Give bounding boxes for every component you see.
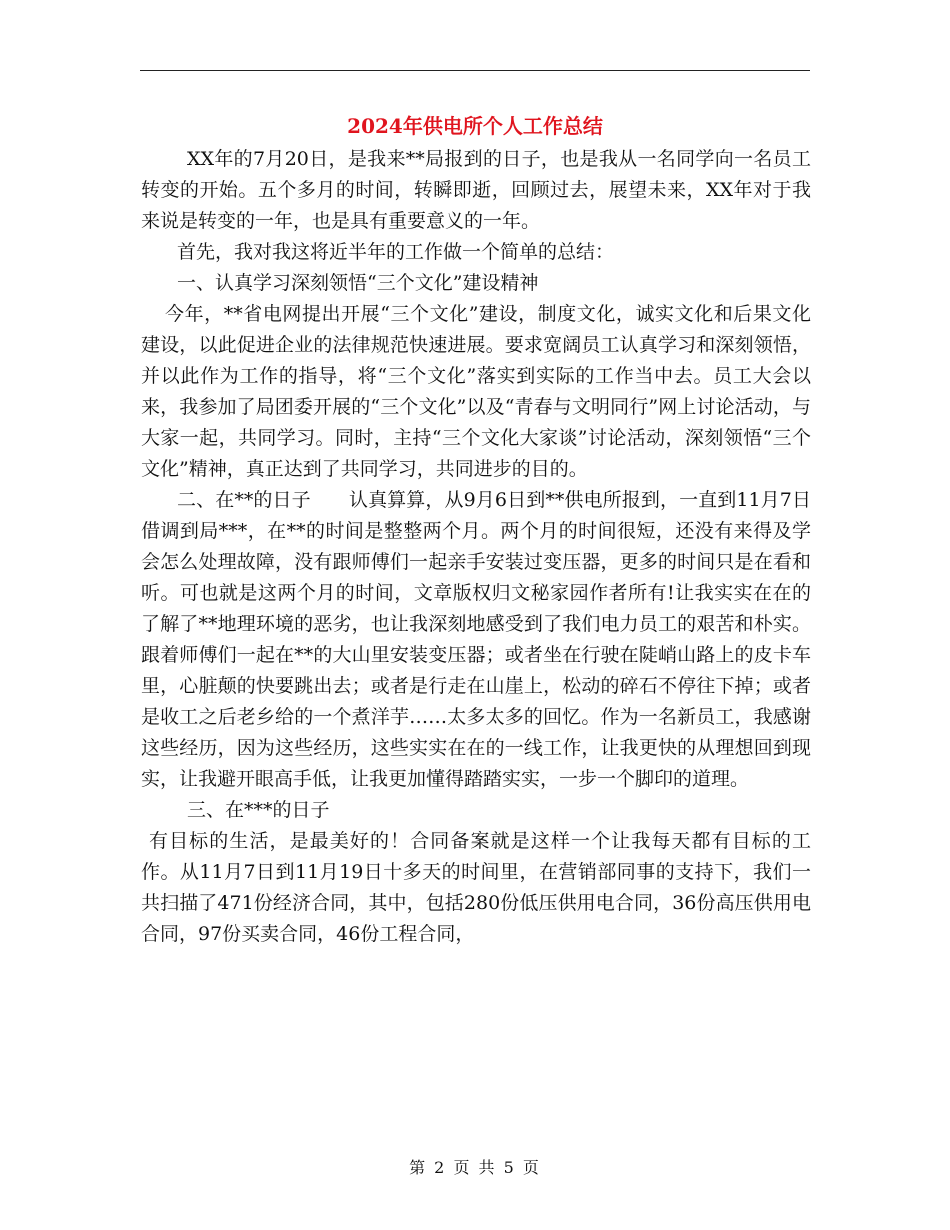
header-rule (140, 70, 810, 71)
document-body (141, 144, 811, 950)
document-title: 2024年供电所个人工作总结 (347, 114, 603, 138)
paragraph-summary-lead: 首先，我对我这将近半年的工作做一个简单的总结： (177, 241, 615, 263)
section-heading-2: 二、在**的日子 认真算算，从9月6日到**供电所报到，一直到11月7日借调到局***，在**的时间是整整两个月。两个月的时间很短，还没有来得及学会怎么处理故障，没有跟师傅们一起亲手安装过变压器，更多的时间只是在看和听。可也就是这两个月的时间，文章版权归文秘家园作者所有!让我实实在在的了解了**地理环境的恶劣，也让我深刻地感受到了我们电力员工的艰苦和朴实。跟着师傅们一起在**的大山里安装变压器；或者坐在行驶在陡峭山路上的皮卡车里，心脏颠的快要跳出去；或者是行走在山崖上，松动的碎石不停往下掉；或者是收工之后老乡给的一个煮洋芋……太多太多的回忆。作为一名新员工，我感谢这些经历，因为这些经历，这些实实在在的一线工作，让我更快的从理想回到现实，让我避开眼高手低，让我更加懂得踏踏实实，一步一个脚印的道理。 (141, 489, 811, 790)
paragraph-intro: XX年的7月20日，是我来**局报到的日子，也是我从一名同学向一名员工转变的开始。五个多月的时间，转瞬即逝，回顾过去，展望未来，XX年对于我来说是转变的一年，也是具有重要意义的一年。 (141, 148, 811, 232)
section-heading-3: 三、在***的日子 (187, 799, 330, 821)
paragraph-contracts: 有目标的生活，是最美好的！合同备案就是这样一个让我每天都有目标的工作。从11月7日到11月19日十多天的时间里，在营销部同事的支持下，我们一共扫描了471份经济合同，其中，包括280份低压供用电合同，36份高压供用电合同，97份买卖合同，46份工程合同， (141, 830, 811, 945)
page-footer: 第 2 页 共 5 页 (409, 1158, 541, 1177)
paragraph-culture: 今年，**省电网提出开展“三个文化”建设，制度文化，诚实文化和后果文化建设，以此促进企业的法律规范快速进展。要求宽阔员工认真学习和深刻领悟，并以此作为工作的指导，将“三个文化”落实到实际的工作当中去。员工大会以来，我参加了局团委开展的“三个文化”以及“青春与文明同行”网上讨论活动，与大家一起，共同学习。同时，主持“三个文化大家谈”讨论活动，深刻领悟“三个文化”精神，真正达到了共同学习，共同进步的目的。 (141, 303, 811, 480)
section-heading-1: 一、认真学习深刻领悟“三个文化”建设精神 (177, 272, 539, 294)
